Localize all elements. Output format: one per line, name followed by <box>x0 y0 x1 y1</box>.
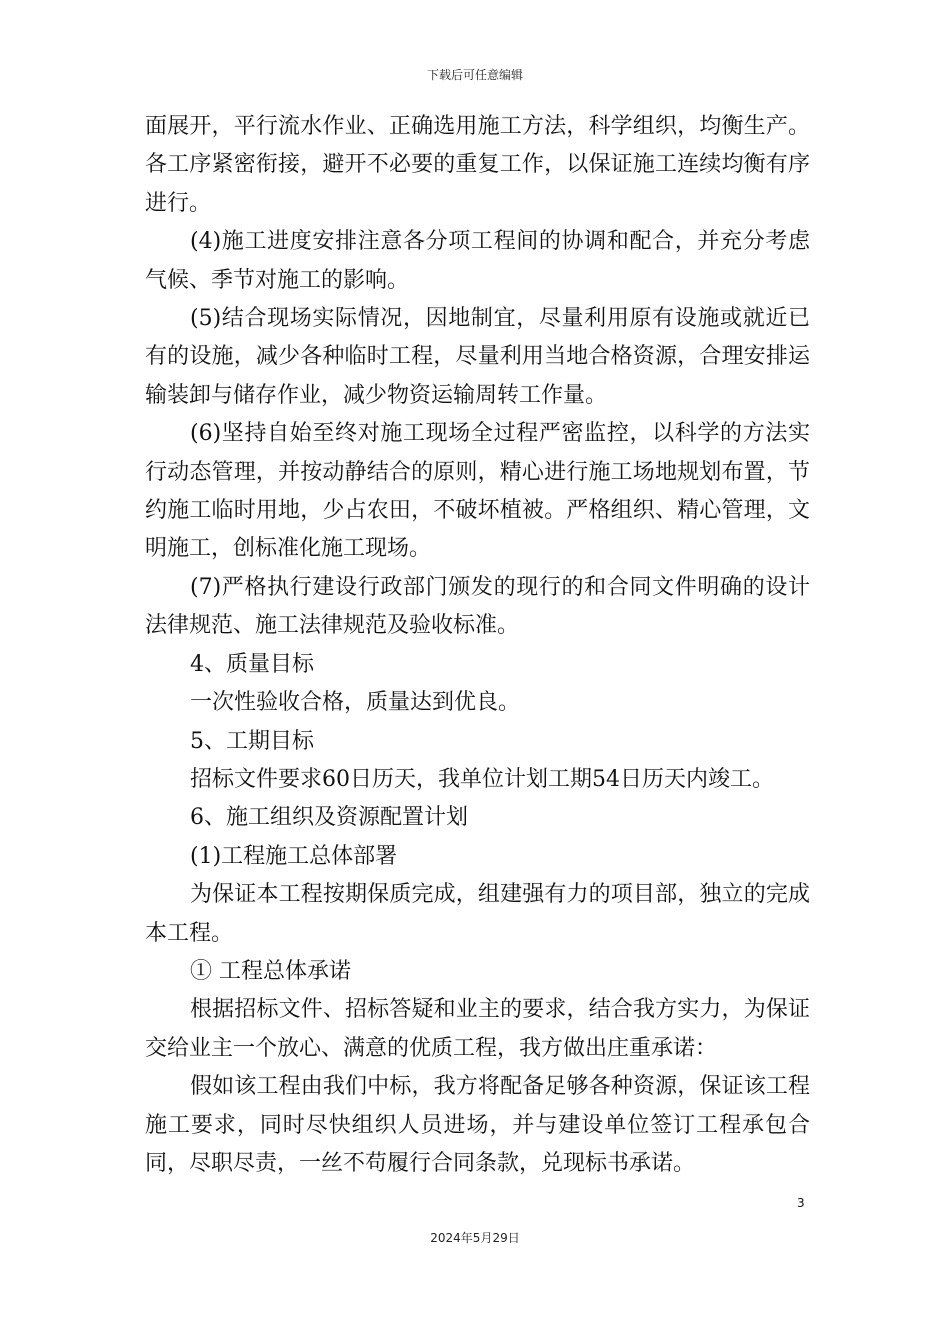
section-heading-organization: 6、施工组织及资源配置计划 <box>190 805 468 831</box>
paragraph-1: 面展开，平行流水作业、正确选用施工方法，科学组织，均衡生产。各工序紧密衔接，避开不必要的重复工作，以保证施工连续均衡有序进行。 <box>145 114 810 216</box>
page-number: 3 <box>797 1196 805 1210</box>
paragraph-5: (7)严格执行建设行政部门颁发的现行的和合同文件明确的设计法律规范、施工法律规范及验收标准。 <box>145 574 810 639</box>
section-heading-quality: 4、质量目标 <box>190 651 314 677</box>
paragraph-4: (6)坚持自始至终对施工现场全过程严密监控，以科学的方法实行动态管理，并按动静结合的原则，精心进行施工场地规划布置，节约施工临时用地，少占农田，不破坏植被。严格组织、精心管理，文明施工，创标准化施工现场。 <box>145 421 810 562</box>
page-footer-date: 2024年5月29日 <box>430 1231 520 1245</box>
subsection-heading-deployment: (1)工程施工总体部署 <box>190 843 398 869</box>
paragraph-7: 一次性验收合格，质量达到优良。 <box>190 690 521 716</box>
subsection-heading-commitment: ① 工程总体承诺 <box>190 958 351 984</box>
paragraph-3: (5)结合现场实际情况，因地制宜，尽量利用原有设施或就近已有的设施，减少各种临时工程，尽量利用当地合格资源，合理安排运输装卸与储存作业，减少物资运输周转工作量。 <box>145 306 810 408</box>
page-header: 下载后可任意编辑 <box>426 68 523 82</box>
paragraph-12: 为保证本工程按期保质完成，组建强有力的项目部，独立的完成本工程。 <box>145 882 810 946</box>
document-body <box>145 108 810 1183</box>
paragraph-2: (4)施工进度安排注意各分项工程间的协调和配合，并充分考虑气候、季节对施工的影响。 <box>145 229 810 293</box>
paragraph-14: 根据招标文件、招标答疑和业主的要求，结合我方实力，为保证交给业主一个放心、满意的优质工程，我方做出庄重承诺： <box>145 997 810 1061</box>
paragraph-9: 招标文件要求60日历天，我单位计划工期54日历天内竣工。 <box>190 766 774 792</box>
section-heading-schedule: 5、工期目标 <box>190 728 314 754</box>
paragraph-15: 假如该工程由我们中标，我方将配备足够各种资源，保证该工程施工要求，同时尽快组织人员进场，并与建设单位签订工程承包合同，尽职尽责，一丝不苟履行合同条款，兑现标书承诺。 <box>145 1074 810 1176</box>
